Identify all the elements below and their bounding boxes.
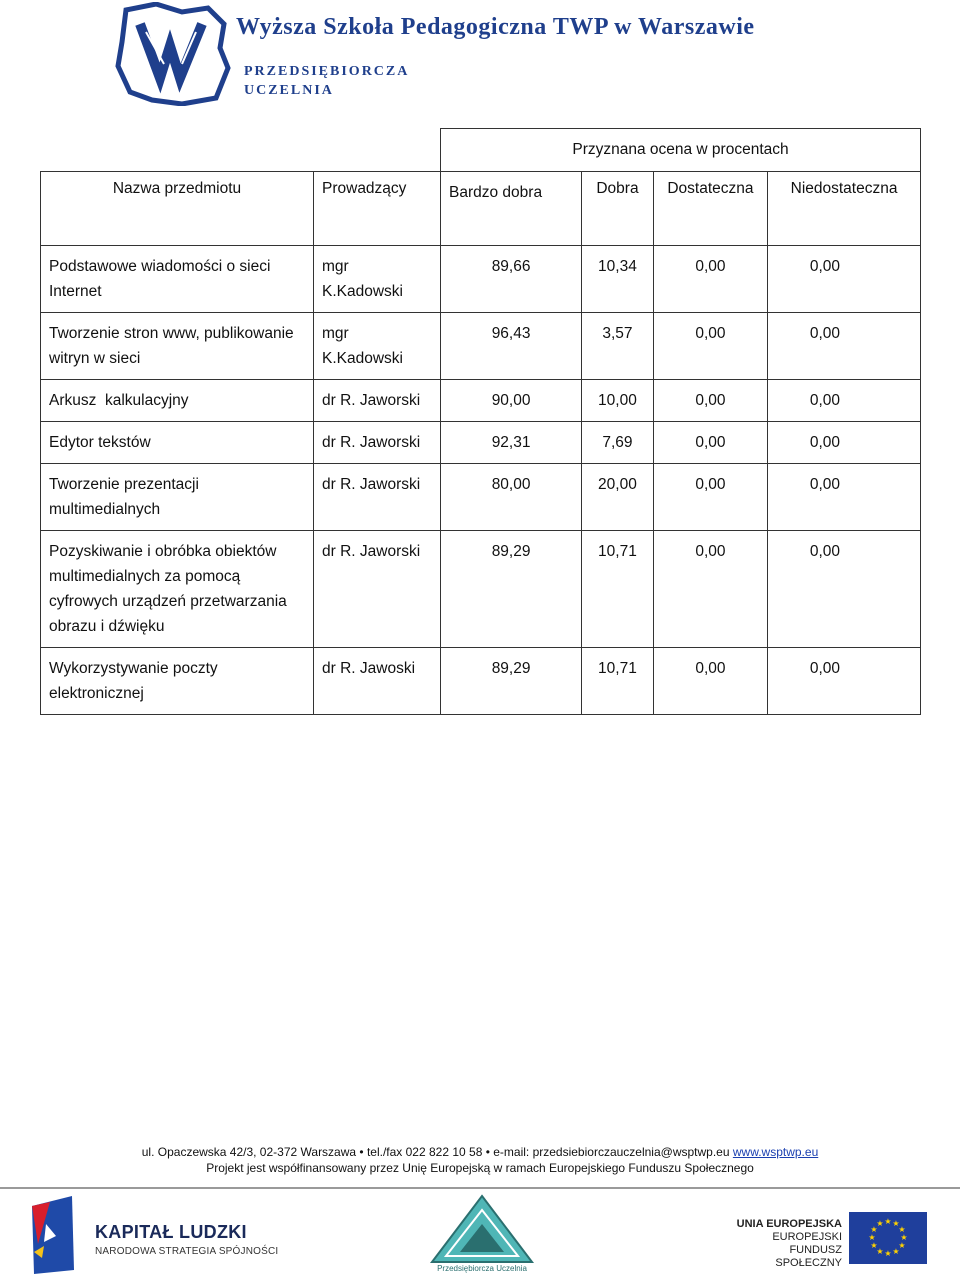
eu-fund-text xyxy=(720,1218,842,1270)
tagline-line2: UCZELNIA xyxy=(244,83,334,98)
eu-line2: EUROPEJSKI xyxy=(772,1231,842,1243)
value-cell: 0,00 xyxy=(653,648,767,715)
svg-text:★: ★ xyxy=(868,1233,876,1242)
eu-line1: UNIA EUROPEJSKA xyxy=(736,1218,842,1230)
subject-cell: Wykorzystywanie poczty elektronicznej xyxy=(41,648,314,715)
grades-table xyxy=(40,128,921,715)
footer-address-text: ul. Opaczewska 42/3, 02-372 Warszawa • tel./fax 022 822 10 58 • e-mail: przedsiebiorczauczelnia@wsptwp.eu xyxy=(141,1145,730,1159)
value-cell: 10,00 xyxy=(582,380,654,422)
column-header-satisfactory: Dostateczna xyxy=(653,172,767,246)
value-cell: 0,00 xyxy=(653,464,767,531)
teacher-cell: dr R. Jaworski xyxy=(314,531,441,648)
value-cell: 0,00 xyxy=(653,531,767,648)
subject-cell: Tworzenie prezentacji multimedialnych xyxy=(41,464,314,531)
value-cell: 0,00 xyxy=(653,313,767,380)
value-cell: 0,00 xyxy=(768,464,921,531)
value-cell: 90,00 xyxy=(441,380,582,422)
value-cell: 0,00 xyxy=(768,422,921,464)
kapital-ludzki-title: KAPITAŁ LUDZKI xyxy=(95,1222,247,1242)
value-cell: 89,29 xyxy=(441,648,582,715)
value-cell: 10,34 xyxy=(582,246,654,313)
school-name: Wyższa Szkoła Pedagogiczna TWP w Warszawie xyxy=(236,14,755,40)
table-row xyxy=(41,422,921,464)
value-cell: 10,71 xyxy=(582,531,654,648)
footer-project-note: Projekt jest współfinansowany przez Unię Europejską w ramach Europejskiego Funduszu Społecznego xyxy=(206,1161,754,1175)
tagline-line1: PRZEDSIĘBIORCZA xyxy=(244,64,410,79)
value-cell: 0,00 xyxy=(768,531,921,648)
value-cell: 80,00 xyxy=(441,464,582,531)
teacher-cell: dr R. Jawoski xyxy=(314,648,441,715)
svg-text:★: ★ xyxy=(892,1219,900,1228)
kapital-ludzki-subtitle: NARODOWA STRATEGIA SPÓJNOŚCI xyxy=(95,1246,279,1257)
value-cell: 10,71 xyxy=(582,648,654,715)
table-row xyxy=(41,246,921,313)
column-header-very-good: Bardzo dobra xyxy=(441,172,582,246)
table-row xyxy=(41,464,921,531)
value-cell: 96,43 xyxy=(441,313,582,380)
svg-text:★: ★ xyxy=(884,1217,892,1226)
value-cell: 0,00 xyxy=(768,648,921,715)
footer-address xyxy=(0,1145,960,1159)
svg-text:★: ★ xyxy=(898,1225,906,1234)
column-header-teacher: Prowadzący xyxy=(314,172,441,246)
subject-cell: Pozyskiwanie i obróbka obiektów multimedialnych za pomocą cyfrowych urządzeń przetwarzania obrazu i dźwięku xyxy=(41,531,314,648)
przedsiebiorcza-uczelnia-label: Przedsiębiorcza Uczelnia xyxy=(437,1264,527,1273)
svg-text:★: ★ xyxy=(892,1247,900,1256)
teacher-cell: mgr K.Kadowski xyxy=(314,246,441,313)
column-header-good: Dobra xyxy=(582,172,654,246)
value-cell: 92,31 xyxy=(441,422,582,464)
value-cell: 0,00 xyxy=(653,246,767,313)
value-cell: 0,00 xyxy=(653,380,767,422)
subject-cell: Edytor tekstów xyxy=(41,422,314,464)
svg-text:★: ★ xyxy=(876,1219,884,1228)
page-header xyxy=(0,0,960,110)
svg-text:★: ★ xyxy=(884,1249,892,1258)
school-emblem-logo xyxy=(112,2,232,106)
empty-corner-cell xyxy=(41,129,441,172)
table-header-row xyxy=(41,172,921,246)
group-header-cell: Przyznana ocena w procentach xyxy=(441,129,921,172)
value-cell: 89,29 xyxy=(441,531,582,648)
teacher-cell: dr R. Jaworski xyxy=(314,380,441,422)
subject-cell: Arkusz kalkulacyjny xyxy=(41,380,314,422)
value-cell: 20,00 xyxy=(582,464,654,531)
column-header-unsatisfactory: Niedostateczna xyxy=(768,172,921,246)
svg-text:★: ★ xyxy=(900,1233,908,1242)
table-row xyxy=(41,380,921,422)
svg-text:★: ★ xyxy=(876,1247,884,1256)
value-cell: 0,00 xyxy=(768,313,921,380)
value-cell: 0,00 xyxy=(768,246,921,313)
value-cell: 7,69 xyxy=(582,422,654,464)
subject-cell: Tworzenie stron www, publikowanie witryn w sieci xyxy=(41,313,314,380)
eu-flag-icon xyxy=(849,1212,927,1264)
teacher-cell: dr R. Jaworski xyxy=(314,464,441,531)
website-link[interactable]: www.wsptwp.eu xyxy=(732,1145,819,1159)
value-cell: 3,57 xyxy=(582,313,654,380)
teacher-cell: dr R. Jaworski xyxy=(314,422,441,464)
value-cell: 89,66 xyxy=(441,246,582,313)
table-row xyxy=(41,313,921,380)
kapital-ludzki-logo-icon xyxy=(28,1196,78,1274)
svg-text:★: ★ xyxy=(898,1241,906,1250)
table-row xyxy=(41,648,921,715)
svg-text:★: ★ xyxy=(870,1241,878,1250)
eu-line3: FUNDUSZ SPOŁECZNY xyxy=(775,1244,842,1269)
value-cell: 0,00 xyxy=(653,422,767,464)
column-header-subject: Nazwa przedmiotu xyxy=(41,172,314,246)
svg-text:★: ★ xyxy=(870,1225,878,1234)
subject-cell: Podstawowe wiadomości o sieci Internet xyxy=(41,246,314,313)
value-cell: 0,00 xyxy=(768,380,921,422)
table-group-header-row xyxy=(41,129,921,172)
table-row xyxy=(41,531,921,648)
footer-divider xyxy=(0,1187,960,1189)
teacher-cell: mgr K.Kadowski xyxy=(314,313,441,380)
